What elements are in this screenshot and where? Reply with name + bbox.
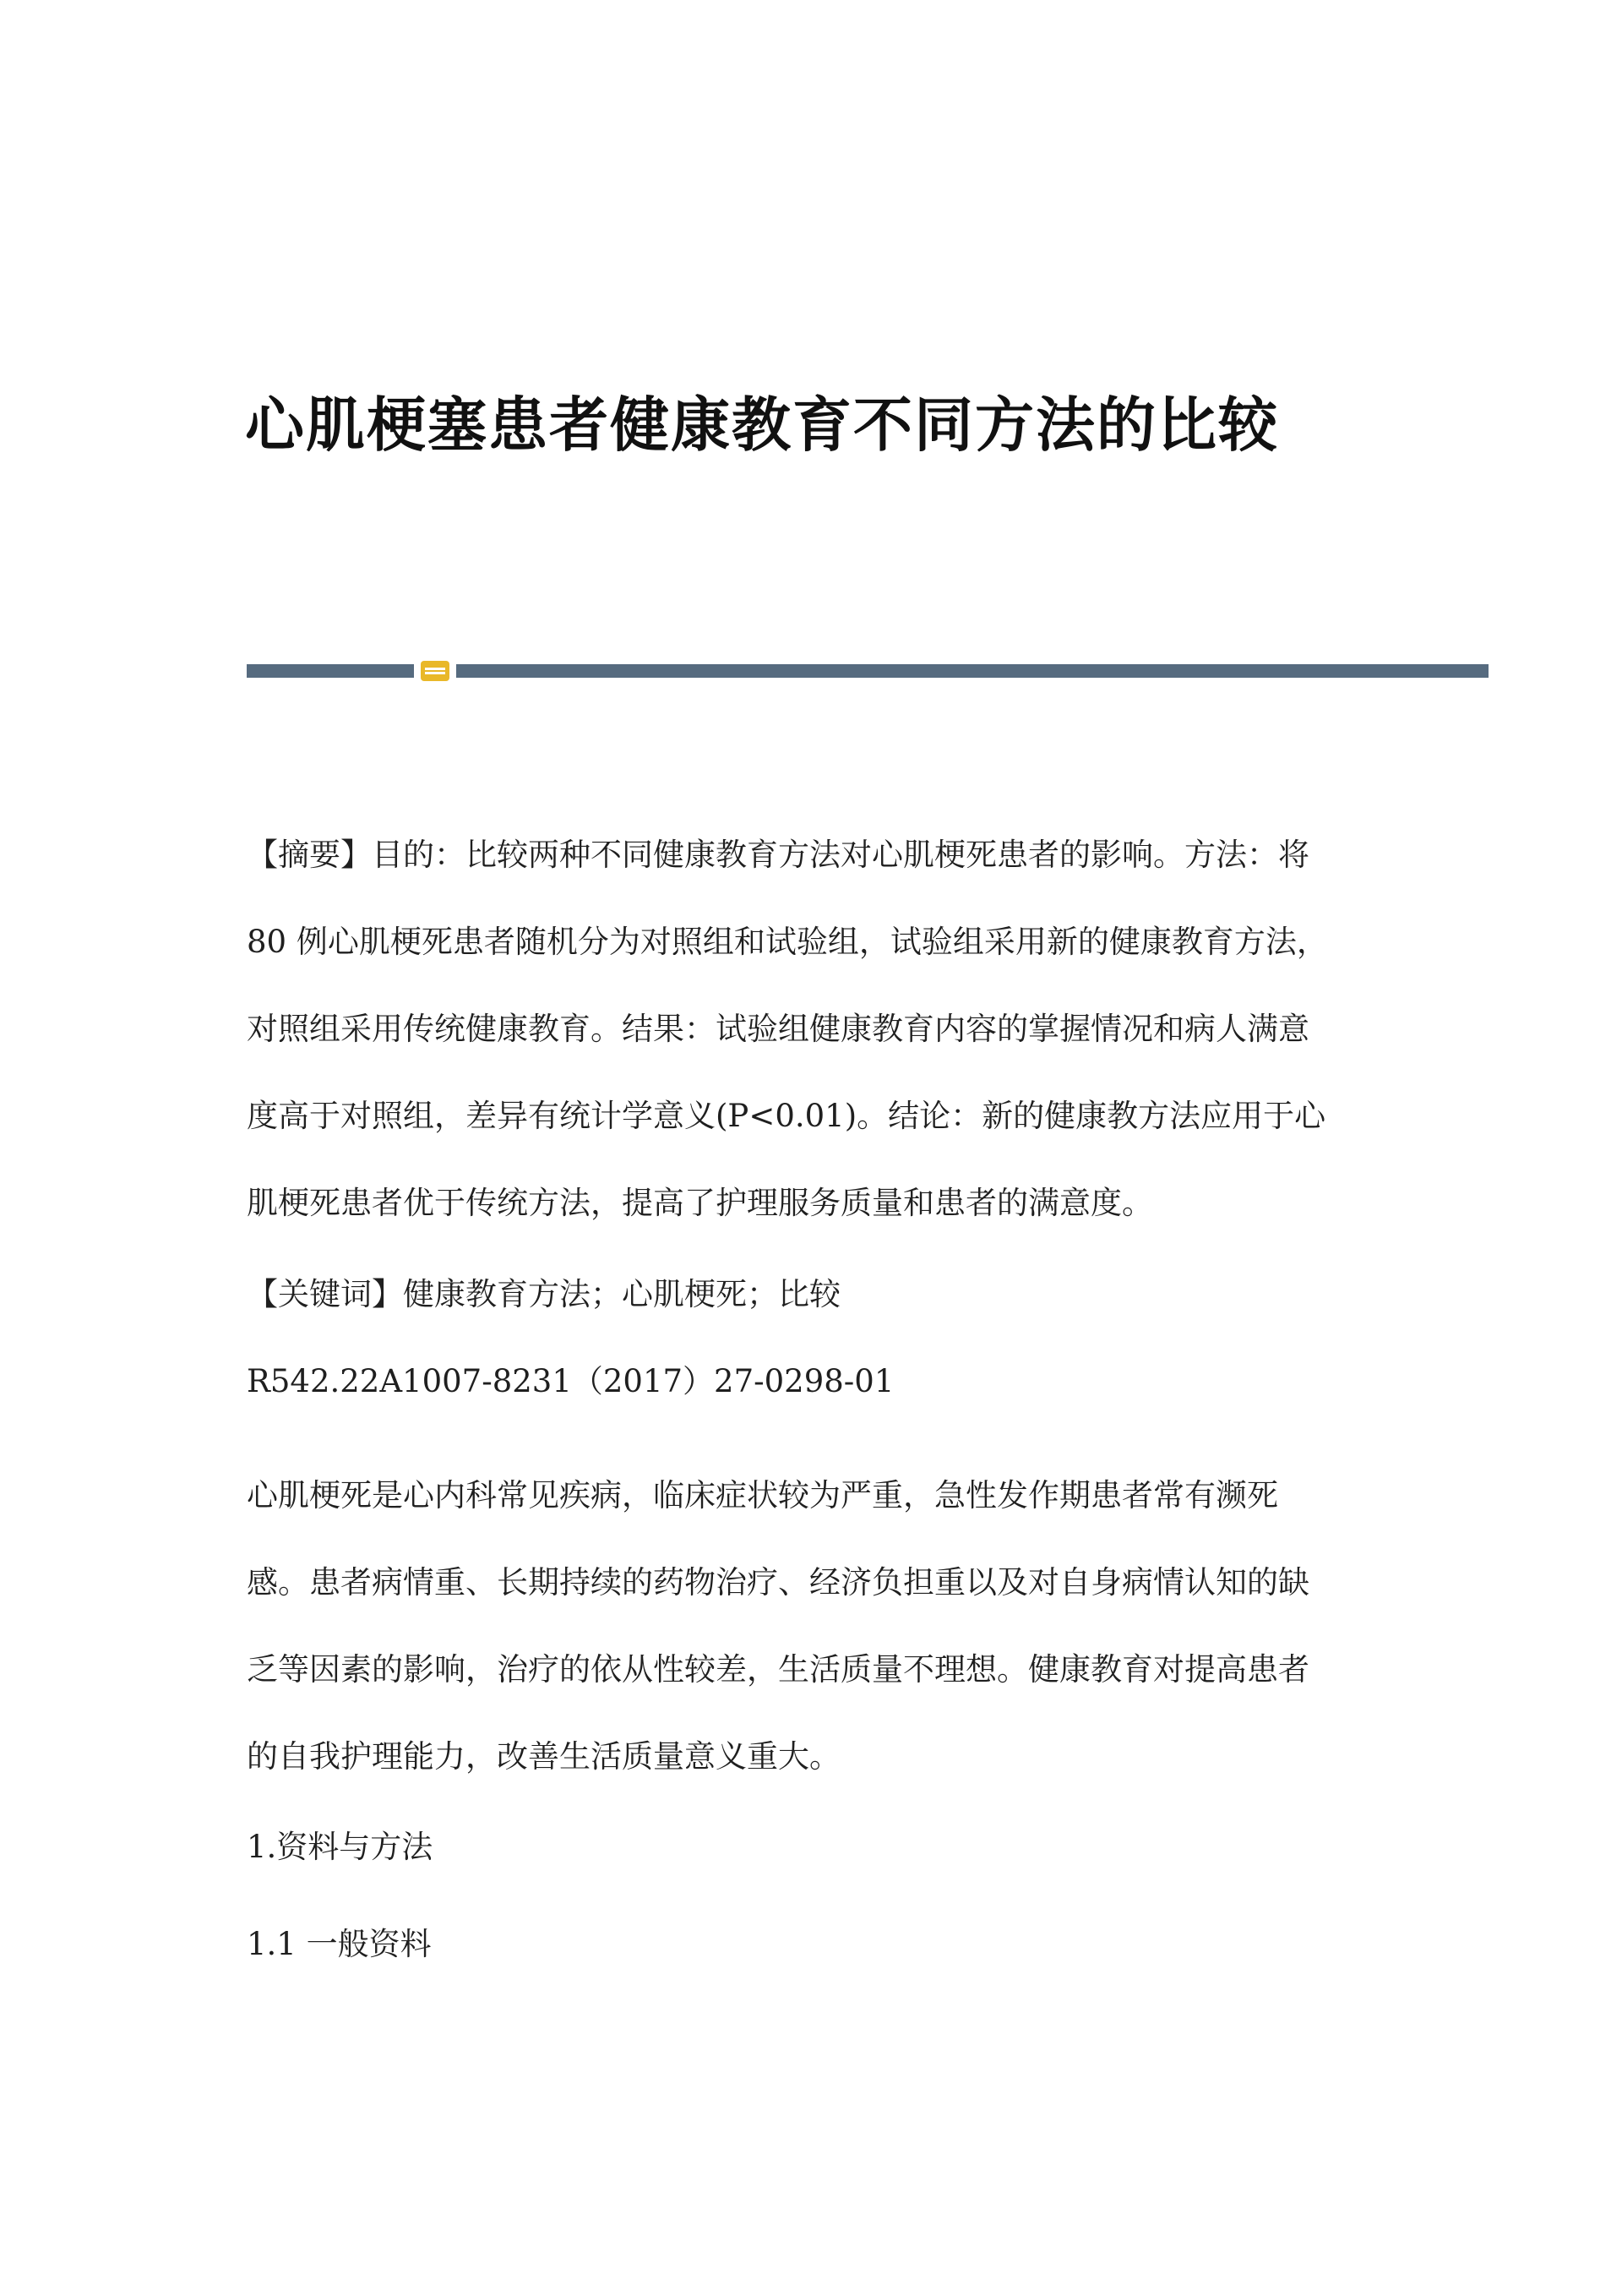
abstract-line: 80 例心肌梗死患者随机分为对照组和试验组，试验组采用新的健康教育方法， [247, 924, 1328, 960]
abstract-line: 度高于对照组，差异有统计学意义(P<0.01)。结论：新的健康教方法应用于心 [247, 1098, 1326, 1134]
intro-line: 心肌梗死是心内科常见疾病，临床症状较为严重，急性发作期患者常有濒死 [247, 1477, 1278, 1513]
keywords-line: 【关键词】健康教育方法；心肌梗死；比较 [247, 1276, 841, 1312]
document-title: 心肌梗塞患者健康教育不同方法的比较 [245, 390, 1279, 460]
intro-line: 感。患者病情重、长期持续的药物治疗、经济负担重以及对自身病情认知的缺 [247, 1564, 1309, 1601]
title-divider [247, 661, 1489, 681]
intro-line: 乏等因素的影响，治疗的依从性较差，生活质量不理想。健康教育对提高患者 [247, 1651, 1309, 1688]
section-heading-1: 1.资料与方法 [247, 1829, 433, 1865]
abstract-line: 【摘要】目的：比较两种不同健康教育方法对心肌梗死患者的影响。方法：将 [247, 837, 1309, 873]
abstract-line: 对照组采用传统健康教育。结果：试验组健康教育内容的掌握情况和病人满意 [247, 1011, 1309, 1047]
intro-line: 的自我护理能力，改善生活质量意义重大。 [247, 1738, 841, 1775]
classification-number: R542.22A1007-8231（2017）27-0298-01 [247, 1363, 895, 1399]
intro-paragraph [247, 1452, 1412, 1800]
divider-bar-right [456, 664, 1489, 678]
divider-bar-left [247, 664, 414, 678]
divider-ornament-icon [421, 661, 449, 681]
section-heading-1-1: 1.1 一般资料 [247, 1926, 432, 1962]
abstract-line: 肌梗死患者优于传统方法，提高了护理服务质量和患者的满意度。 [247, 1185, 1153, 1221]
abstract-paragraph [247, 811, 1412, 1246]
